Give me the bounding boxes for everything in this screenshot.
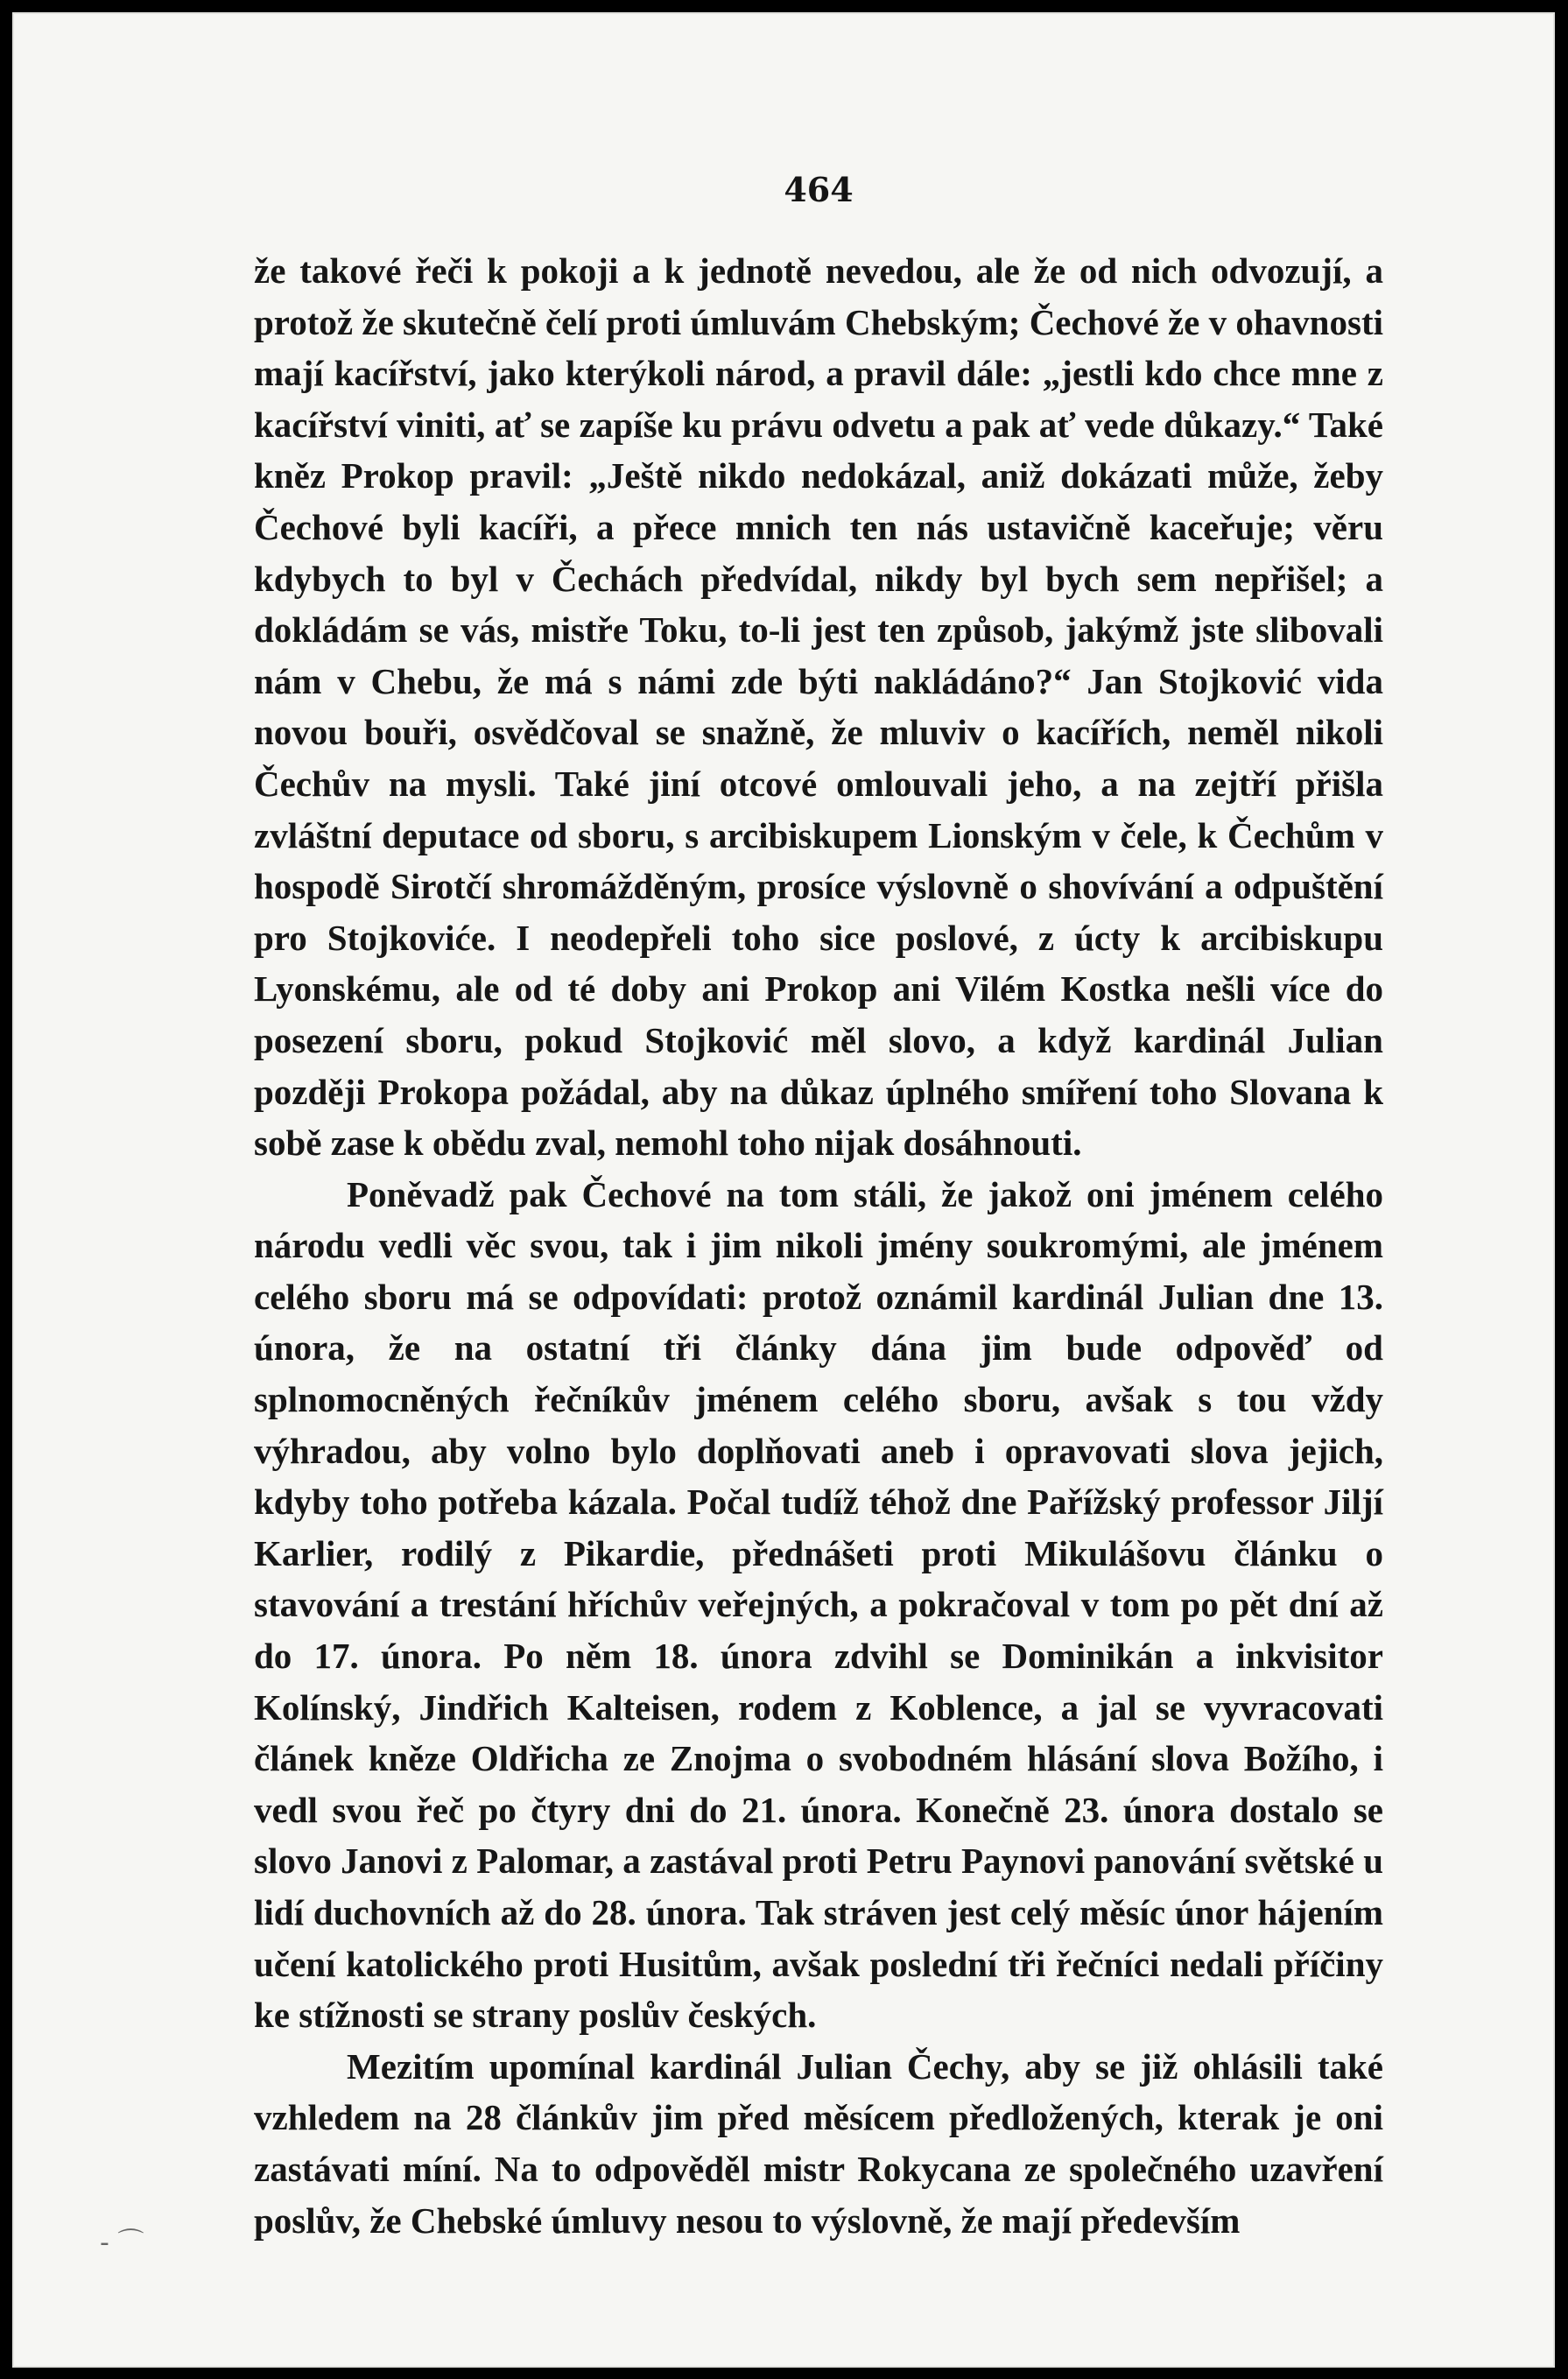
book-page — [12, 12, 1555, 2368]
paragraph-3: Mezitím upomínal kardinál Julian Čechy, aby se již ohlásili také vzhledem na 28 článkův jim před měsícem předložených, kterak je oni zastávati míní. Na to odpověděl mistr Rokycana ze společného uzavření poslův, že Chebské úmluvy nesou to výslovně, že mají především — [254, 2045, 1383, 2241]
paragraph-1: že takové řeči k pokoji a k jednotě nevedou, ale že od nich odvozují, a protož že skutečně čelí proti úmluvám Chebským; Čechové že v ohavnosti mají kacířství, jako kterýkoli národ, a pravil dále: „jestli kdo chce mne z kacířství viniti, ať se zapíše ku právu odvetu a pak ať vede důkazy.“ Také kněz Prokop pravil: „Ještě nikdo nedokázal, aniž dokázati může, žeby Čechové byli kacíři, a přece mnich ten nás ustavičně kaceřuje; věru kdybych to byl v Čechách předvídal, nikdy byl bych sem nepřišel; a dokládám se vás, mistře Toku, to-li jest ten způsob, jakýmž jste slibovali nám v Chebu, že má s námi zde býti nakládáno?“ Jan Stojković vida novou bouři, osvědčoval se snažně, že mluviv o kacířích, neměl nikoli Čechův na mysli. Také jiní otcové omlouvali jeho, a na zejtří přišla zvláštní deputace od sboru, s arcibiskupem Lionským v čele, k Čechům v hospodě Sirotčí shromážděným, prosíce výslovně o shovívání a odpuštění pro Stojkoviće. I neodepřeli toho sice poslové, z úcty k arcibiskupu Lyonskému, ale od té doby ani Prokop ani Vilém Kostka nešli více do posezení sboru, pokud Stojković měl slovo, a když kardinál Julian později Prokopa požádal, aby na důkaz úplného smíření toho Slovana k sobě zase k obědu zval, nemohl toho nijak dosáhnouti. — [254, 250, 1383, 1164]
body-text — [254, 245, 1383, 2246]
page-number: 464 — [784, 170, 854, 209]
paragraph-2: Poněvadž pak Čechové na tom stáli, že jakož oni jménem celého národu vedli věc svou, tak i jim nikoli jmény soukromými, ale jménem celého sboru má se odpovídati: protož oznámil kardinál Julian dne 13. února, že na ostatní tři články dána jim bude odpověď od splnomocněných řečníkův jménem celého sboru, avšak s tou vždy výhradou, aby volno bylo doplňovati aneb i opravovati slova jejich, kdyby toho potřeba kázala. Počal tudíž téhož dne Pařížský professor Jiljí Karlier, rodilý z Pikardie, přednášeti proti Mikulášovu článku o stavování a trestání hříchův veřejných, a pokračoval v tom po pět dní až do 17. února. Po něm 18. února zdvihl se Dominikán a inkvisitor Kolínský, Jindřich Kalteisen, rodem z Koblence, a jal se vyvracovati článek kněze Oldřicha ze Znojma o svobodném hlásání slova Božího, i vedl svou řeč po čtyry dni do 21. února. Konečně 23. února dostalo se slovo Janovi z Palomar, a zastával proti Petru Paynovi panování světské u lidí duchovních až do 28. února. Tak stráven jest celý měsíc únor hájením učení katolického proti Husitům, avšak poslední tři řečníci nedali příčiny ke stížnosti se strany poslův českých. — [254, 1173, 1383, 2036]
margin-mark: - ⌒ — [100, 2228, 144, 2258]
